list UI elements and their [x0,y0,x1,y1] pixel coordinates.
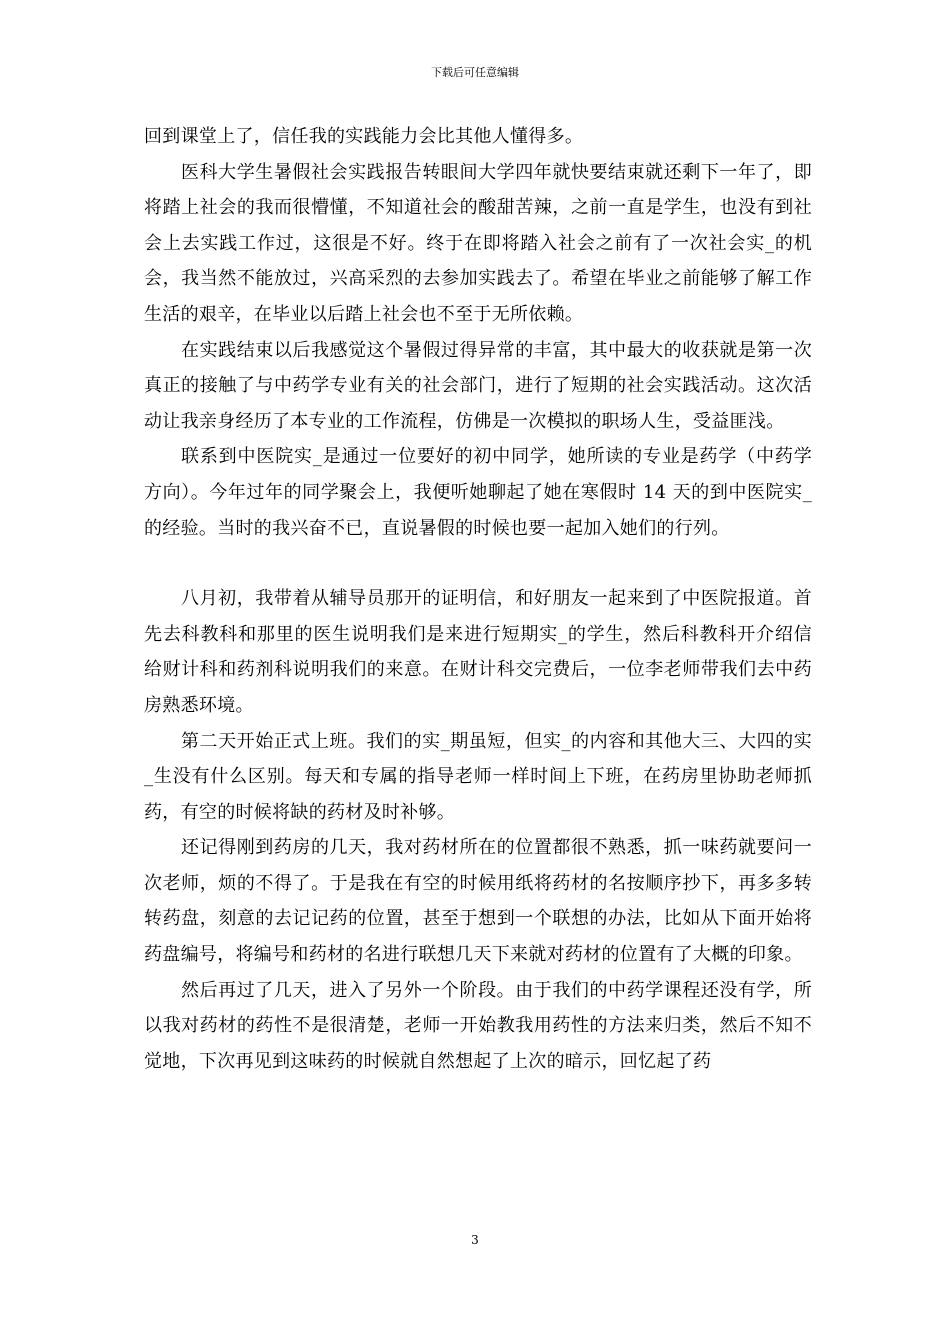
paragraph-intro: 医科大学生暑假社会实践报告转眼间大学四年就快要结束就还剩下一年了，即将踏上社会的我而很懵懂，不知道社会的酸甜苦辣，之前一直是学生，也没有到社会上去实践工作过，这很是不好。终于在即将踏入社会之前有了一次社会实_的机会，我当然不能放过，兴高采烈的去参加实践去了。希望在毕业之前能够了解工作生活的艰辛，在毕业以后踏上社会也不至于无所依赖。 [144,161,812,325]
paragraph-contact: 联系到中医院实_是通过一位要好的初中同学，她所读的专业是药学（中药学方向）。今年过年的同学聚会上，我便听她聊起了她在寒假时 14 天的到中医院实_的经验。当时的我兴奋不已，直说暑假的时候也要一起加入她们的行列。 [144,446,812,539]
paragraph-memory: 还记得刚到药房的几天，我对药材所在的位置都很不熟悉，抓一味药就要问一次老师，烦的不得了。于是我在有空的时候用纸将药材的名按顺序抄下，再多多转转药盘，刻意的去记记药的位置，甚至于想到一个联想的办法，比如从下面开始将药盘编号，将编号和药材的名进行联想几天下来就对药材的位置有了大概的印象。 [144,837,812,966]
page-number: 3 [471,1233,479,1247]
page-header: 下载后可任意编辑 [431,66,519,79]
document-body [144,119,812,1079]
paragraph-arrival: 八月初，我带着从辅导员那开的证明信，和好朋友一起来到了中医院报道。首先去科教科和那里的医生说明我们是来进行短期实_的学生，然后科教科开介绍信给财计科和药剂科说明我们的来意。在财计科交完费后，一位李老师带我们去中药房熟悉环境。 [144,588,812,716]
paragraph-harvest: 在实践结束以后我感觉这个暑假过得异常的丰富，其中最大的收获就是第一次真正的接触了与中药学专业有关的社会部门，进行了短期的社会实践活动。这次活动让我亲身经历了本专业的工作流程，仿佛是一次模拟的职场人生，受益匪浅。 [144,339,812,432]
paragraph-second-day: 第二天开始正式上班。我们的实_期虽短，但实_的内容和其他大三、大四的实_生没有什么区别。每天和专属的指导老师一样时间上下班，在药房里协助老师抓药，有空的时候将缺的药材及时补够。 [144,730,812,823]
paragraph-continuation: 回到课堂上了，信任我的实践能力会比其他人懂得多。 [144,126,584,147]
paragraph-next-stage: 然后再过了几天，进入了另外一个阶段。由于我们的中药学课程还没有学，所以我对药材的药性不是很清楚，老师一开始教我用药性的方法来归类，然后不知不觉地，下次再见到这味药的时候就自然想起了上次的暗示，回忆起了药 [144,979,812,1072]
